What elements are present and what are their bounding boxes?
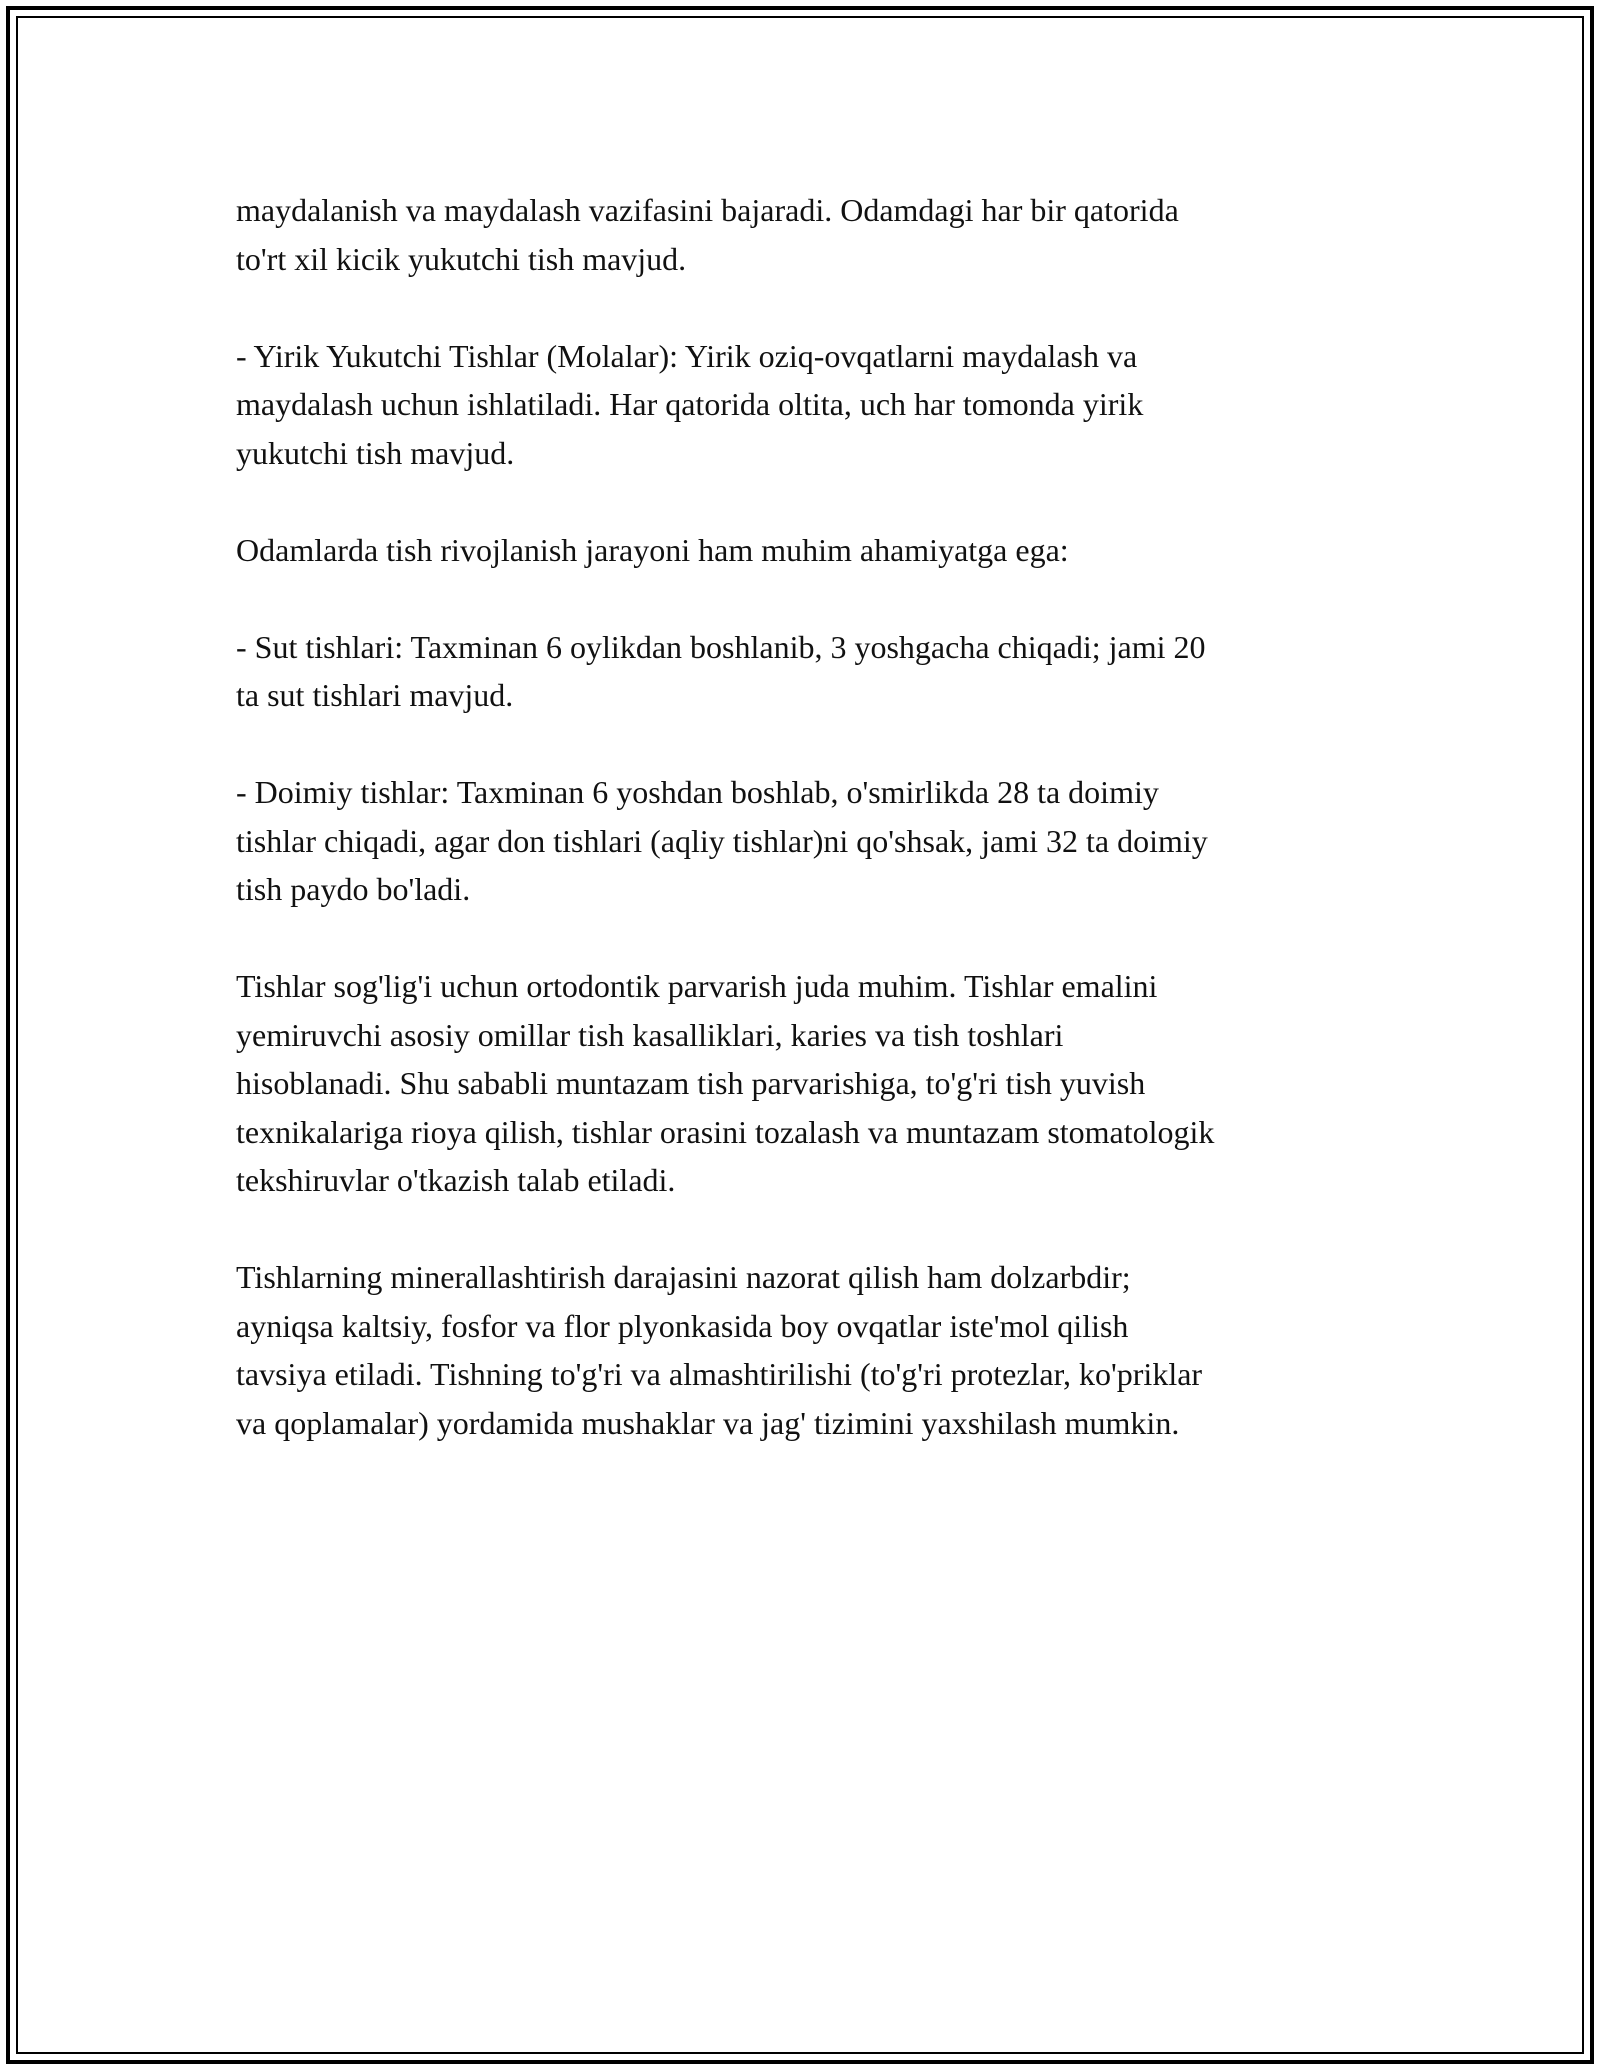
paragraph-premolar-continuation: maydalanish va maydalash vazifasini bajaradi. Odamdagi har bir qatorida to'rt xil kicik yukutchi tish mavjud.	[236, 192, 1179, 277]
paragraph-development-intro: Odamlarda tish rivojlanish jarayoni ham muhim ahamiyatga ega:	[236, 531, 1069, 568]
paragraph-permanent-teeth: - Doimiy tishlar: Taxminan 6 yoshdan boshlab, o'smirlikda 28 ta doimiy tishlar chiqadi, agar don tishlari (aqliy tishlar)ni qo'shsak, jami 32 ta doimiy tish paydo bo'ladi.	[236, 774, 1208, 907]
paragraph-milk-teeth: - Sut tishlari: Taxminan 6 oylikdan boshlanib, 3 yoshgacha chiqadi; jami 20 ta sut tishlari mavjud.	[236, 628, 1206, 713]
paragraph-molars: - Yirik Yukutchi Tishlar (Molalar): Yirik oziq-ovqatlarni maydalash va maydalash uchun ishlatiladi. Har qatorida oltita, uch har tomonda yirik yukutchi tish mavjud.	[236, 337, 1144, 471]
paragraph-mineralization: Tishlarning minerallashtirish darajasini nazorat qilish ham dolzarbdir; ayniqsa kaltsiy, fosfor va flor plyonkasida boy ovqatlar iste'mol qilish tavsiya etiladi. Tishning to'g'ri va almashtirilishi (to'g'ri protezlar, ko'priklar va qoplamalar) yordamida mushaklar va jag' tizimini yaxshilash mumkin.	[236, 1259, 1203, 1441]
document-body	[236, 186, 1366, 1496]
paragraph-dental-care: Tishlar sog'lig'i uchun ortodontik parvarish juda muhim. Tishlar emalini yemiruvchi asosiy omillar tish kasalliklari, karies va tish toshlari hisoblanadi. Shu sababli muntazam tish parvarishiga, to'g'ri tish yuvish texnikalariga rioya qilish, tishlar orasini tozalash va muntazam stomatologik tekshiruvlar o'tkazish talab etiladi.	[236, 968, 1215, 1198]
